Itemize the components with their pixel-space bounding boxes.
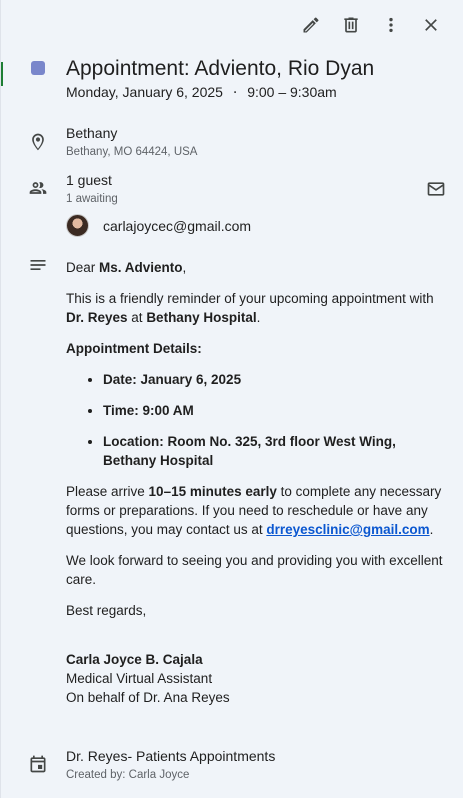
intro-text-3: . — [256, 310, 261, 325]
arrive-bold: 10–15 minutes early — [148, 484, 277, 499]
arrive-text-2: to complete any necessary forms or preparations. If you need to reschedule or have any questions, you may contact us at — [66, 484, 442, 537]
guest-email: carlajoycec@gmail.com — [103, 217, 252, 234]
intro-paragraph — [66, 289, 451, 327]
hospital-name: Bethany Hospital — [146, 310, 257, 325]
guest-item[interactable] — [66, 214, 251, 237]
datetime-separator: ⋅ — [232, 84, 238, 100]
intro-text-2: at — [127, 310, 147, 325]
calendar-name: Dr. Reyes- Patients Appointments — [66, 748, 276, 764]
signer-title: Medical Virtual Assistant — [66, 671, 213, 686]
trash-icon — [341, 15, 361, 35]
left-edge-accent — [1, 62, 3, 86]
event-date: Monday, January 6, 2025 — [66, 84, 223, 100]
details-heading — [66, 339, 451, 358]
signer-behalf: On behalf of Dr. Ana Reyes — [66, 690, 230, 705]
edit-icon — [301, 15, 321, 35]
event-toolbar — [293, 11, 449, 39]
arrive-text-3: . — [429, 522, 434, 537]
close-icon — [421, 15, 441, 35]
location-address: Bethany, MO 64424, USA — [66, 146, 198, 158]
detail-location: • Location: Room No. 325, 3rd floor West Wing, Bethany Hospital — [103, 432, 451, 470]
guest-count: 1 guest — [66, 172, 112, 188]
guests-block — [66, 171, 449, 207]
avatar — [66, 214, 89, 237]
mail-icon — [426, 179, 446, 199]
signer-name: Carla Joyce B. Cajala — [66, 652, 203, 667]
greeting-suffix: , — [182, 260, 187, 275]
details-heading-text: Appointment Details: — [66, 341, 202, 356]
event-description — [66, 258, 451, 707]
calendar-creator: Created by: Carla Joyce — [66, 769, 190, 781]
event-datetime — [66, 84, 449, 101]
location-pin-icon — [28, 132, 48, 152]
event-color-swatch — [31, 61, 45, 75]
location-name: Bethany — [66, 125, 118, 141]
email-guests-button[interactable] — [426, 179, 446, 199]
greeting-name: Ms. Adviento — [99, 260, 183, 275]
closing-paragraph: We look forward to seeing you and providing you with excellent care. — [66, 553, 443, 587]
detail-time: • Time: 9:00 AM — [103, 401, 451, 420]
edit-button[interactable] — [293, 11, 329, 39]
close-button[interactable] — [413, 11, 449, 39]
more-options-button[interactable] — [373, 11, 409, 39]
intro-text-1: This is a friendly reminder of your upcoming appointment with — [66, 291, 434, 306]
notes-icon — [28, 255, 48, 275]
delete-button[interactable] — [333, 11, 369, 39]
more-vert-icon — [381, 15, 401, 35]
details-list — [103, 370, 451, 470]
people-icon — [28, 178, 48, 198]
greeting-prefix: Dear — [66, 260, 100, 275]
detail-date: • Date: January 6, 2025 — [103, 370, 451, 389]
guest-status: 1 awaiting — [66, 193, 118, 205]
event-title: Appointment: Adviento, Rio Dyan — [66, 57, 375, 80]
arrive-text-1: Please arrive — [66, 484, 149, 499]
event-time: 9:00 – 9:30am — [247, 84, 337, 100]
location-block — [66, 124, 449, 160]
doctor-name: Dr. Reyes — [66, 310, 128, 325]
calendar-icon — [28, 754, 48, 774]
regards: Best regards, — [66, 603, 147, 618]
greeting — [66, 258, 451, 277]
signature — [66, 650, 451, 707]
calendar-icon-wrap — [27, 753, 49, 775]
location-icon-wrap — [27, 131, 49, 153]
event-header — [66, 56, 449, 101]
arrival-paragraph — [66, 482, 451, 539]
guests-icon-wrap — [27, 177, 49, 199]
contact-email-link[interactable]: drreyesclinic@gmail.com — [266, 522, 430, 537]
calendar-block — [66, 747, 449, 783]
description-icon-wrap — [27, 254, 49, 276]
